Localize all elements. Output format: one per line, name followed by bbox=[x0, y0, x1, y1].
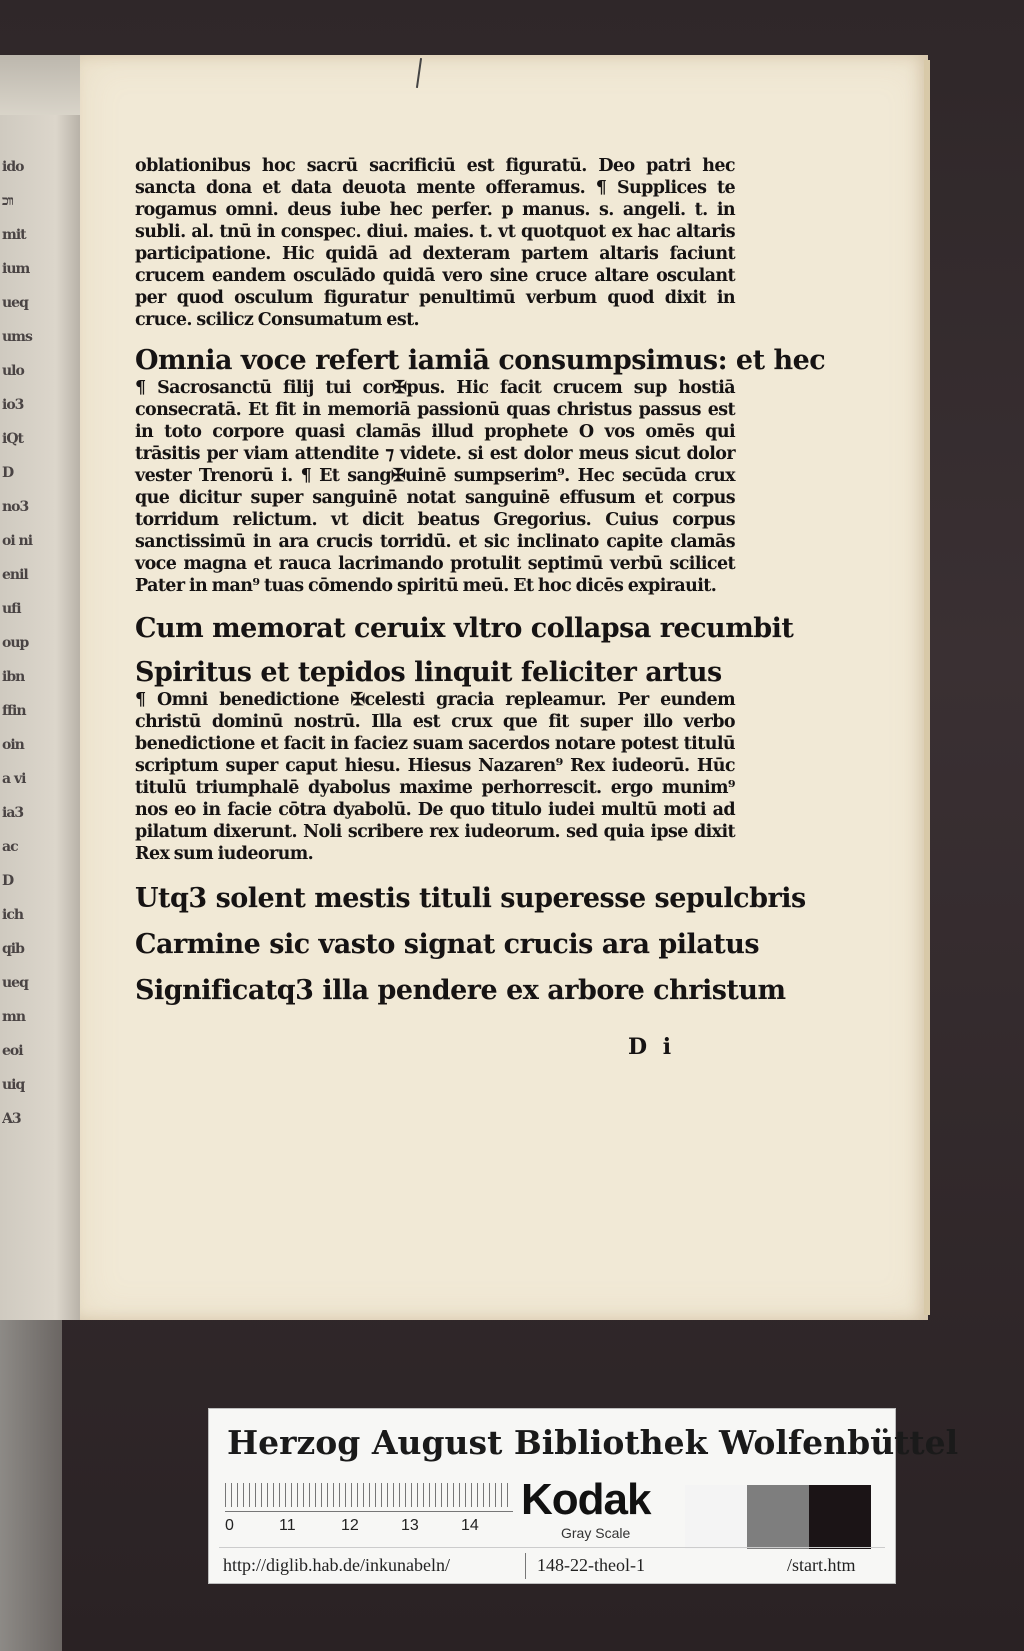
page-edge bbox=[924, 60, 930, 1315]
verse-1: Omnia voce refert iamiā consumpsimus: et hec bbox=[135, 345, 826, 376]
verse-2: Cum memorat ceruix vltro collapsa recumbit bbox=[135, 613, 794, 644]
previous-page-fragment: eoi bbox=[2, 1043, 23, 1059]
previous-page-fragment: ia3 bbox=[2, 805, 24, 821]
previous-page-fragment: mn bbox=[2, 1009, 25, 1025]
shelfmark: 148-22-theol-1 bbox=[537, 1555, 645, 1575]
library-name: Herzog August Bibliothek Wolfenbüttel bbox=[227, 1423, 959, 1462]
previous-page-fragment: D bbox=[2, 873, 14, 889]
previous-page-fragment: uiq bbox=[2, 1077, 25, 1093]
gray-swatch-mid bbox=[747, 1485, 809, 1549]
label-divider bbox=[219, 1547, 885, 1548]
shelfmark-separator bbox=[525, 1553, 526, 1579]
gray-scale-caption: Gray Scale bbox=[561, 1525, 631, 1541]
url-right: /start.htm bbox=[787, 1555, 856, 1575]
ruler-number: 14 bbox=[461, 1517, 479, 1534]
previous-page-fragment: D bbox=[2, 465, 14, 481]
previous-page-fragment: qib bbox=[2, 941, 24, 957]
previous-page-top bbox=[0, 55, 80, 115]
previous-page-fragment: a vi bbox=[2, 771, 26, 787]
url-left: http://diglib.hab.de/inkunabeln/ bbox=[223, 1555, 450, 1575]
paragraph-1: oblationibus hoc sacrū sacrificiū est figuratū. Deo patri hec sancta dona et data deuota mente offeramus. ¶ Supplices te rogamus omni. deus iube hec perfer. p manus. s. angeli. t. in subli. al. tnū in conspec. diui. maies. t. vt quotquot ex hac altaris participatione. Hic quidā ad dexteram partem altaris faciunt crucem eandem osculādo quidā vero sine cruce altare osculant per quod osculum figuratur penultimū verbum quod dixit in cruce. scilicz Consumatum est. bbox=[135, 156, 735, 330]
previous-page-fragment: enil bbox=[2, 567, 28, 583]
previous-page-fragment: ich bbox=[2, 907, 24, 923]
kodak-logo: Kodak bbox=[521, 1475, 651, 1524]
previous-page-fragment: ium bbox=[2, 261, 30, 277]
previous-page-fragment: A3 bbox=[2, 1111, 21, 1127]
verse-6: Significatq3 illa pendere ex arbore christum bbox=[135, 975, 786, 1006]
scanner-gray-edge bbox=[0, 1320, 62, 1651]
verse-3: Spiritus et tepidos linquit feliciter artus bbox=[135, 657, 722, 688]
previous-page-edge bbox=[0, 55, 80, 1320]
signature-mark: D i bbox=[628, 1034, 676, 1060]
gray-swatch-white bbox=[685, 1485, 747, 1549]
previous-page-fragment: ulo bbox=[2, 363, 24, 379]
previous-page-fragment: ac bbox=[2, 839, 18, 855]
scale-ruler bbox=[225, 1475, 513, 1512]
paragraph-3: ¶ Omni benedictione ✠celesti gracia repleamur. Per eundem christū dominū nostrū. Illa est crux que fit super illo verbo benedictione et facit in faciez suam sacerdos notare potest titulū scriptum super caput hiesu. Hiesus Nazaren⁹ Rex iudeorū. Hūc titulū triumphalē dyabolus maxime perhorrescit. ergo munim⁹ nos eo in facie cōtra dyabolū. De quo titulo iudei multū moti ad pilatum dixerunt. Noli scribere rex iudeorum. sed quia ipse dixit Rex sum iudeorum. bbox=[135, 690, 735, 864]
previous-page-fragment: ueq bbox=[2, 295, 28, 311]
previous-page-fragment: io3 bbox=[2, 397, 24, 413]
previous-page-fragment: ums bbox=[2, 329, 32, 345]
verse-5: Carmine sic vasto signat crucis ara pilatus bbox=[135, 929, 760, 960]
previous-page-fragment: ido bbox=[2, 159, 24, 175]
gray-swatch-black bbox=[809, 1485, 871, 1549]
ruler-number: 12 bbox=[341, 1517, 359, 1534]
previous-page-fragment: ווכ bbox=[2, 193, 14, 209]
ruler-number: 0 bbox=[225, 1517, 234, 1534]
page-text bbox=[135, 155, 826, 1007]
ruler-number: 13 bbox=[401, 1517, 419, 1534]
previous-page-fragment: oin bbox=[2, 737, 24, 753]
previous-page-fragment: mit bbox=[2, 227, 26, 243]
previous-page-fragment: ffin bbox=[2, 703, 26, 719]
previous-page-fragment: no3 bbox=[2, 499, 29, 515]
previous-page-fragment: iQt bbox=[2, 431, 23, 447]
previous-page-fragment: oi ni bbox=[2, 533, 33, 549]
paragraph-2: ¶ Sacrosanctū filij tui cor✠pus. Hic facit crucem sup hostiā consecratā. Et fit in memoriā passionū quas christus passus est in toto corpore quasi clamās illud prophete O vos omēs qui trāsitis per viam attendite ⁊ videte. si est dolor meus sicut dolor vester Trenorū i. ¶ Et sang✠uinē sumpserim⁹. Hec secūda crux que dicitur super sanguinē notat sanguinē effusum et corpus torridum relictum. vt dicit beatus Gregorius. Cuius corpus sanctissimū in ara crucis torridū. et sic inclinato capite clamās voce magna et rauca lacrimando protulit septimū verbū scilicet Pater in man⁹ tuas cōmendo spiritū meū. Et hoc dicēs expirauit. bbox=[135, 378, 735, 596]
ruler-number: 11 bbox=[279, 1517, 296, 1534]
library-label-card bbox=[208, 1408, 959, 1584]
previous-page-fragment: ufi bbox=[2, 601, 21, 617]
verse-4: Utq3 solent mestis tituli superesse sepulcbris bbox=[135, 883, 806, 914]
previous-page-fragment: oup bbox=[2, 635, 29, 651]
previous-page-fragment: ibn bbox=[2, 669, 25, 685]
previous-page-fragment: ueq bbox=[2, 975, 28, 991]
